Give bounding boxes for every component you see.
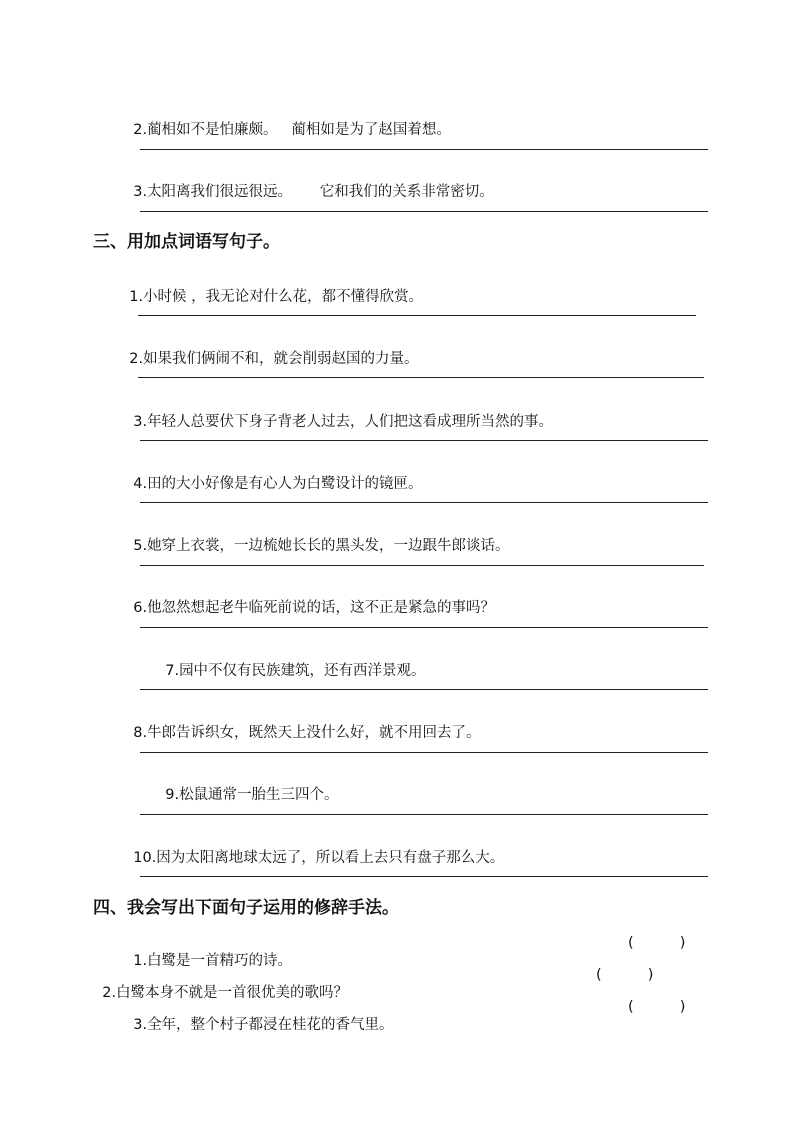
item-number: 5.	[133, 538, 148, 554]
answer-parentheses[interactable]: ( )	[628, 935, 686, 951]
item-number: 1.	[129, 289, 144, 305]
item-text: 如果我们俩闹不和，就会削弱赵国的力量。	[143, 351, 419, 367]
sentence-item	[156, 768, 339, 804]
answer-line[interactable]	[140, 752, 708, 753]
item-text: 她穿上衣裳，一边梳她长长的黑头发，一边跟牛郎谈话。	[147, 538, 510, 554]
sentence-item	[124, 165, 494, 201]
item-text: 因为太阳离地球太远了，所以看上去只有盘子那么大。	[156, 850, 505, 866]
sentence-item	[124, 706, 481, 742]
answer-line[interactable]	[138, 377, 704, 378]
item-number: 9.	[165, 787, 180, 803]
item-number: 10.	[133, 850, 157, 866]
item-number: 6.	[133, 600, 148, 616]
section-heading: 四、我会写出下面句子运用的修辞手法。	[93, 898, 399, 918]
item-number: 2.	[133, 122, 148, 138]
answer-line[interactable]	[140, 876, 708, 877]
sentence-item	[156, 644, 426, 680]
answer-line[interactable]	[140, 211, 708, 212]
item-number: 8.	[133, 725, 148, 741]
sentence-item	[120, 270, 423, 306]
item-text: 全年，整个村子都浸在桂花的香气里。	[147, 1017, 394, 1033]
sentence-item	[124, 519, 510, 555]
answer-line[interactable]	[138, 315, 696, 316]
answer-line[interactable]	[140, 627, 708, 628]
item-text: 年轻人总要伏下身子背老人过去，人们把这看成理所当然的事。	[147, 414, 554, 430]
item-text: 园中不仅有民族建筑，还有西洋景观。	[179, 663, 426, 679]
item-number: 7.	[165, 663, 180, 679]
sentence-item	[124, 831, 504, 867]
item-number: 4.	[133, 476, 148, 492]
sentence-item	[120, 332, 419, 368]
item-text: 白鹭是一首精巧的诗。	[147, 953, 293, 969]
answer-line[interactable]	[140, 502, 708, 503]
answer-line[interactable]	[140, 440, 708, 441]
item-text: 太阳离我们很远很远。 它和我们的关系非常密切。	[147, 184, 494, 200]
item-text: 小时候 ，我无论对什么花，都不懂得欣赏。	[143, 289, 424, 305]
item-number: 2.	[102, 985, 117, 1001]
section-heading: 三、用加点词语写句子。	[93, 232, 280, 252]
item-number: 2.	[129, 351, 144, 367]
answer-line[interactable]	[140, 149, 708, 150]
item-text: 田的大小好像是有心人为白鹭设计的镜匣。	[147, 476, 423, 492]
answer-parentheses[interactable]: ( )	[596, 967, 654, 983]
sentence-item	[124, 457, 423, 493]
item-text: 蔺相如不是怕廉颇。 蔺相如是为了赵国着想。	[147, 122, 451, 138]
item-text: 牛郎告诉织女，既然天上没什么好，就不用回去了。	[147, 725, 481, 741]
item-number: 3.	[133, 1017, 148, 1033]
item-number: 1.	[133, 953, 148, 969]
sentence-item	[124, 395, 553, 431]
sentence-item	[124, 581, 495, 617]
item-text: 他忽然想起老牛临死前说的话，这不正是紧急的事吗？	[147, 600, 496, 616]
item-text: 松鼠通常一胎生三四个。	[179, 787, 339, 803]
item-number: 3.	[133, 414, 148, 430]
answer-line[interactable]	[140, 689, 708, 690]
sentence-item	[93, 966, 348, 1002]
item-number: 3.	[133, 184, 148, 200]
answer-parentheses[interactable]: ( )	[628, 999, 686, 1015]
answer-line[interactable]	[140, 565, 704, 566]
item-text: 白鹭本身不就是一首很优美的歌吗？	[116, 985, 349, 1001]
sentence-item	[124, 998, 394, 1034]
answer-line[interactable]	[140, 814, 708, 815]
sentence-item	[124, 934, 292, 970]
sentence-item	[124, 103, 451, 139]
